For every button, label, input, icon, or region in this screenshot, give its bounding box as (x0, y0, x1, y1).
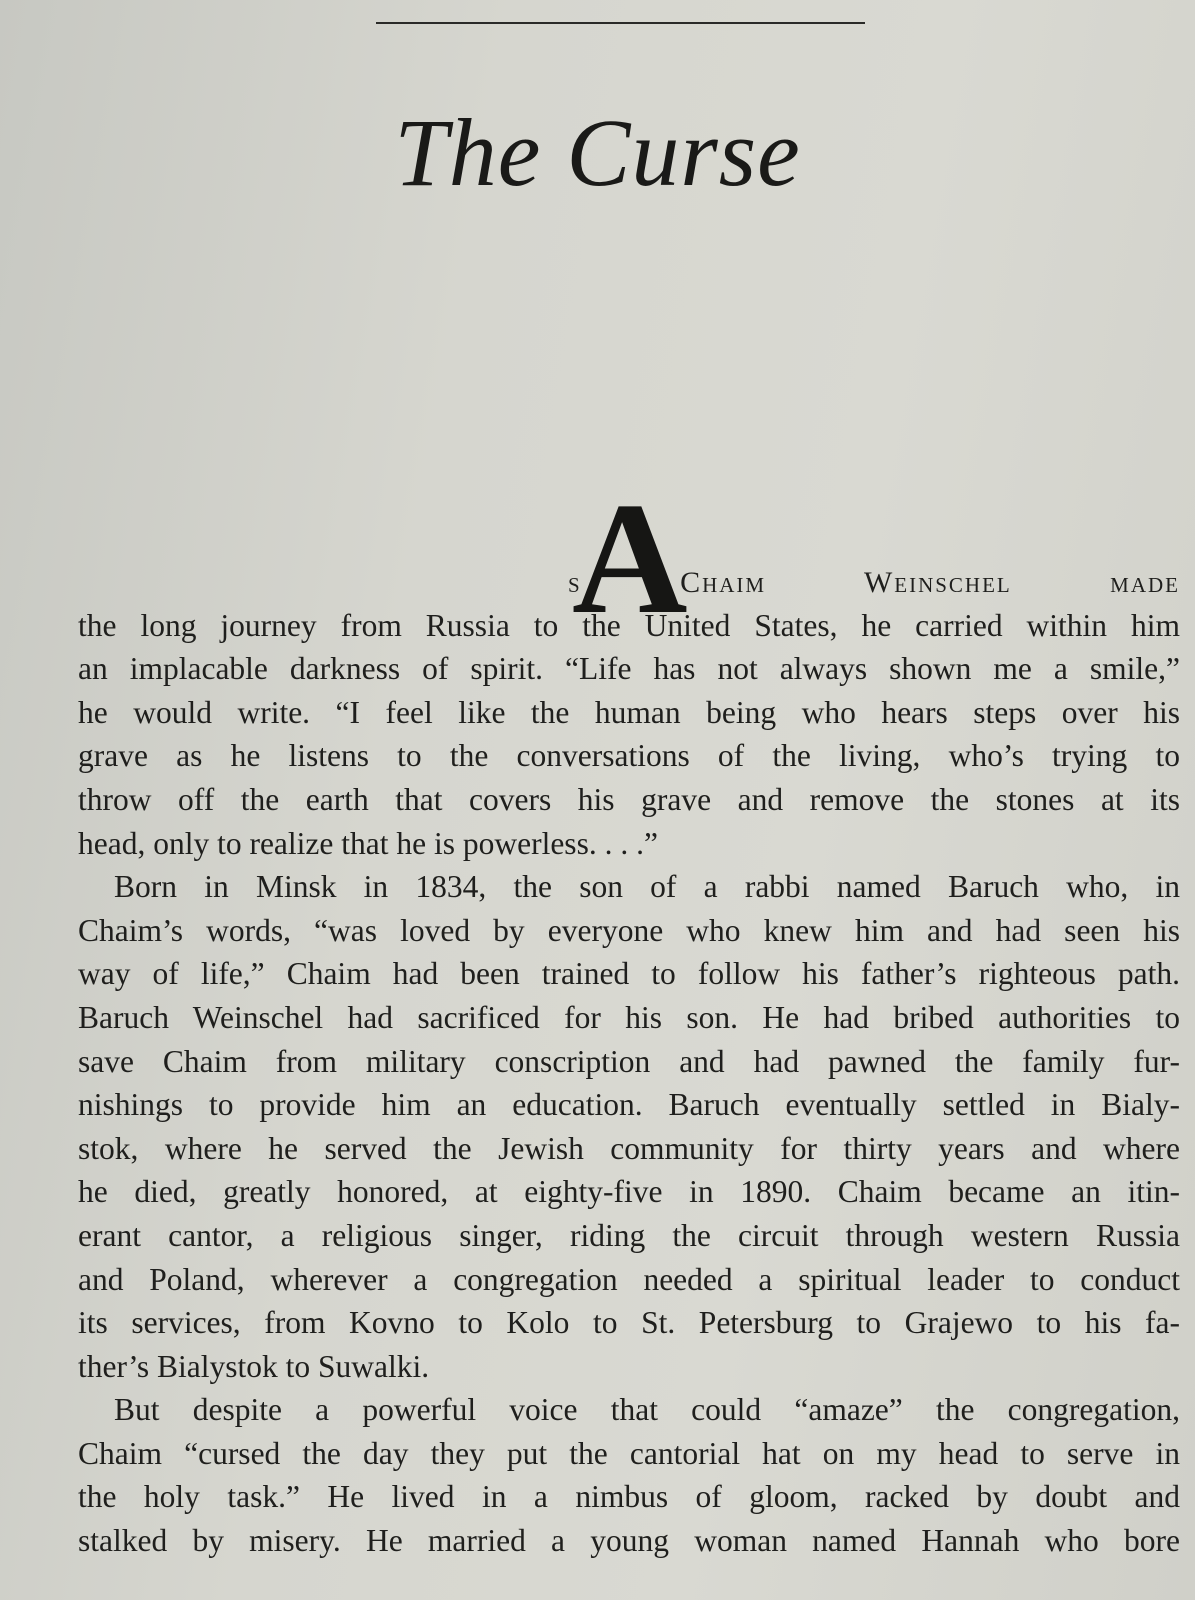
text-line: he would write. “I feel like the human being who hears steps over his (78, 694, 1180, 730)
text-line: head, only to realize that he is powerless. . . .” (78, 825, 658, 861)
text-line: ther’s Bialystok to Suwalki. (78, 1348, 430, 1384)
text-line: But despite a powerful voice that could “amaze” the congregation, (114, 1392, 1180, 1428)
text-line: throw off the earth that covers his grave and remove the stones at its (78, 781, 1180, 817)
text-line: save Chaim from military conscription and had pawned the family fur- (78, 1043, 1180, 1079)
text-line: Chaim “cursed the day they put the cantorial hat on my head to serve in (78, 1435, 1180, 1471)
drop-cap: A (572, 469, 688, 647)
text-line: Born in Minsk in 1834, the son of a rabbi named Baruch who, in (114, 869, 1180, 905)
text-line: an implacable darkness of spirit. “Life has not always shown me a smile,” (78, 651, 1180, 687)
opening-words: s Chaim Weinschel made (568, 566, 1180, 599)
chapter-title: The Curse (394, 99, 801, 206)
text-line: nishings to provide him an education. Baruch eventually settled in Bialy- (78, 1087, 1180, 1123)
text-line: way of life,” Chaim had been trained to follow his father’s righteous path. (78, 956, 1180, 992)
text-line: stalked by misery. He married a young woman named Hannah who bore (78, 1523, 1180, 1559)
chapter-rule (376, 22, 865, 24)
text-line: he died, greatly honored, at eighty-five in 1890. Chaim became an itin- (78, 1174, 1180, 1210)
text-line: its services, from Kovno to Kolo to St. Petersburg to Grajewo to his fa- (78, 1305, 1180, 1341)
text-line: grave as he listens to the conversations of the living, who’s trying to (78, 738, 1180, 774)
body-text (78, 469, 1180, 1563)
text-line: the holy task.” He lived in a nimbus of gloom, racked by doubt and (78, 1479, 1180, 1515)
text-line: Baruch Weinschel had sacrificed for his son. He had bribed authorities to (78, 999, 1180, 1035)
text-line: Chaim’s words, “was loved by everyone who knew him and had seen his (78, 912, 1180, 948)
text-line: and Poland, wherever a congregation needed a spiritual leader to conduct (78, 1261, 1180, 1297)
text-line: stok, where he served the Jewish community for thirty years and where (78, 1130, 1180, 1166)
text-line: the long journey from Russia to the United States, he carried within him (78, 607, 1180, 643)
text-line: erant cantor, a religious singer, riding the circuit through western Russia (78, 1217, 1180, 1253)
